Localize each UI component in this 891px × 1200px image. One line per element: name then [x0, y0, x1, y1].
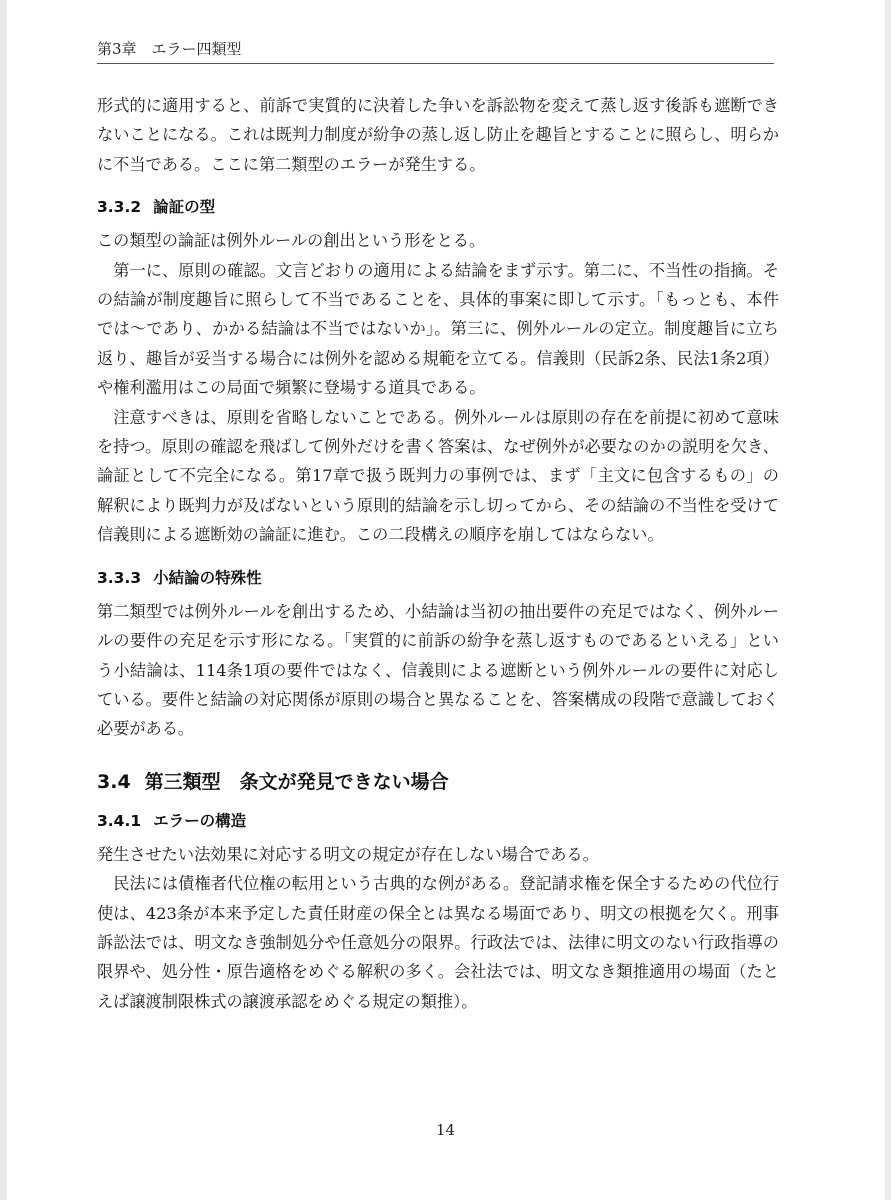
section-number: 3.3.2	[97, 198, 142, 217]
page-number: 14	[435, 1121, 456, 1139]
section-heading-3-3-2	[97, 196, 779, 218]
page-left-edge	[0, 0, 7, 1200]
section-title: 論証の型	[153, 198, 216, 217]
section-title: 第三類型 条文が発見できない場合	[144, 770, 449, 793]
page-body	[97, 91, 779, 1016]
page-right-edge	[885, 0, 891, 1200]
section-heading-3-3-3	[97, 567, 779, 589]
paragraph: 民法には債権者代位権の転用という古典的な例がある。登記請求権を保全するための代位行使は、423条が本来予定した責任財産の保全とは異なる場面であり、明文の根拠を欠く。刑事訴訟法では、明文なき強制処分や任意処分の限界。行政法では、法律に明文のない行政指導の限界や、処分性・原告適格をめぐる解釈の多く。会社法では、明文なき類推適用の場面（たとえば譲渡制限株式の譲渡承認をめぐる規定の類推）。	[97, 874, 779, 1011]
section-title: 小結論の特殊性	[153, 568, 262, 587]
paragraph: 発生させたい法効果に対応する明文の規定が存在しない場合である。	[97, 844, 599, 864]
paragraph: 第一に、原則の確認。文言どおりの適用による結論をまず示す。第二に、不当性の指摘。その結論が制度趣旨に照らして不当であることを、具体的事案に即して示す。「もっとも、本件では〜であり、かかる結論は不当ではないか」。第三に、例外ルールの定立。制度趣旨に立ち返り、趣旨が妥当する場合には例外を認める規範を立てる。信義則（民訴2条、民法1条2項）や権利濫用はこの局面で頻繁に登場する道具である。	[97, 260, 779, 398]
section-heading-3-4	[97, 768, 779, 796]
section-number: 3.4.1	[97, 811, 142, 830]
header-rule	[97, 63, 774, 64]
section-heading-3-4-1	[97, 810, 779, 832]
section-title: エラーの構造	[153, 811, 247, 830]
section-number: 3.4	[97, 770, 131, 793]
intro-paragraph: 形式的に適用すると、前訴で実質的に決着した争いを訴訟物を変えて蒸し返す後訴も遮断できないことになる。これは既判力制度が紛争の蒸し返し防止を趣旨とすることに照らし、明らかに不当である。ここに第二類型のエラーが発生する。	[97, 96, 779, 174]
running-head: 第3章 エラー四類型	[97, 40, 242, 58]
paragraph: 注意すべきは、原則を省略しないことである。例外ルールは原則の存在を前提に初めて意味を持つ。原則の確認を飛ばして例外だけを書く答案は、なぜ例外が必要なのかの説明を欠き、論証として不完全になる。第17章で扱う既判力の事例では、まず「主文に包含するもの」の解釈により既判力が及ばないという原則的結論を示し切ってから、その結論の不当性を受けて信義則による遮断効の論証に進む。この二段構えの順序を崩してはならない。	[97, 407, 779, 545]
section-number: 3.3.3	[97, 568, 142, 587]
paragraph: 第二類型では例外ルールを創出するため、小結論は当初の抽出要件の充足ではなく、例外ルールの要件の充足を示す形になる。「実質的に前訴の紛争を蒸し返すものであるといえる」という小結論は、114条1項の要件ではなく、信義則による遮断という例外ルールの要件に対応している。要件と結論の対応関係が原則の場合と異なることを、答案構成の段階で意識しておく必要がある。	[97, 601, 779, 739]
paragraph: この類型の論証は例外ルールの創出という形をとる。	[97, 231, 486, 251]
